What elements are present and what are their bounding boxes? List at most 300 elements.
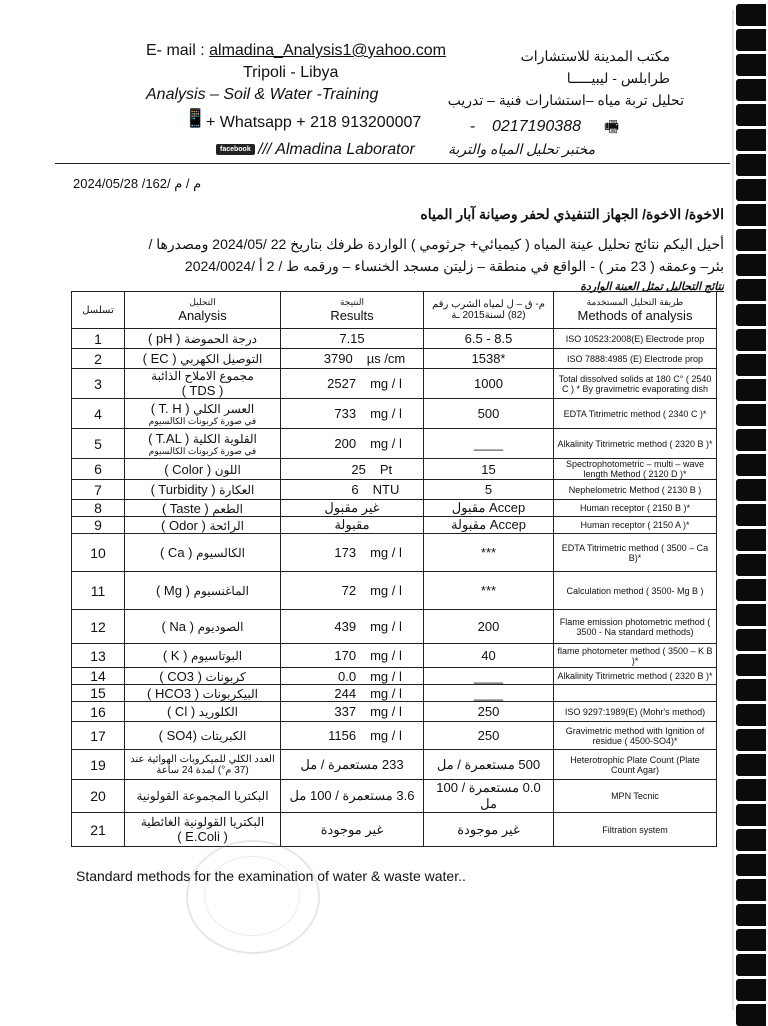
result-value: 173	[334, 545, 357, 560]
result-cell	[281, 429, 424, 459]
standard-value: 40	[481, 648, 496, 663]
header-analysis: التحليل Analysis	[125, 292, 281, 329]
result-unit: mg / l	[370, 728, 402, 743]
salutation: الاخوة/ الاخوة/ الجهاز التنفيذي لحفر وصيانة آبار المياه	[420, 206, 724, 222]
method-text: flame photometer method ( 3500 – K B )*	[557, 645, 713, 666]
analysis-cell	[125, 685, 281, 702]
method-cell	[554, 813, 717, 847]
analysis-line	[128, 545, 277, 560]
table-row	[72, 329, 717, 349]
binding-ring	[736, 929, 766, 951]
analysis-name-en: ( TDS )	[181, 383, 224, 398]
binding-ring	[736, 804, 766, 826]
analysis-name-en: ( K )	[162, 648, 188, 663]
analysis-name-en: ( Cl )	[166, 704, 196, 719]
method-cell	[554, 644, 717, 668]
table-row	[72, 369, 717, 399]
analysis-name-en: ( Mg )	[155, 583, 190, 598]
analysis-cell	[125, 399, 281, 429]
result-cell	[281, 572, 424, 610]
analysis-cell	[125, 369, 281, 399]
result-value: 7.15	[339, 331, 365, 346]
standard-cell	[424, 610, 554, 644]
method-cell	[554, 329, 717, 349]
row-number: 11	[72, 572, 125, 610]
analysis-name-ar: العكارة	[219, 483, 255, 497]
row-number: 21	[72, 813, 125, 847]
analysis-name-en: ( HCO3 )	[147, 685, 200, 701]
standard-cell	[424, 399, 554, 429]
results-caption: نتائج التحاليل تمثل العينة الواردة	[580, 281, 724, 293]
analysis-line	[128, 669, 277, 684]
standard-cell	[424, 517, 554, 534]
result-value: 0.0	[338, 668, 357, 684]
standard-value: 8.5 - 6.5	[464, 331, 513, 346]
analysis-line	[128, 462, 277, 477]
row-number: 4	[72, 399, 125, 429]
standard-value: 500 مستعمرة / مل	[436, 756, 541, 772]
analysis-name-ar: العسر الكلي	[193, 401, 255, 416]
analysis-name-en: ( SO4)	[158, 728, 197, 743]
method-cell	[554, 517, 717, 534]
method-cell	[554, 500, 717, 517]
analysis-name-en: ( Ca )	[159, 545, 193, 560]
analysis-cell	[125, 722, 281, 750]
method-text: MPN Tecnic	[611, 791, 659, 801]
city-line: Tripoli - Libya	[243, 64, 339, 81]
table-header-row	[72, 292, 717, 329]
result-cell	[281, 685, 424, 702]
analysis-name-ar: البكتريا المجموعة القولونية	[136, 789, 269, 803]
analysis-name-ar: كربونات	[205, 669, 246, 684]
table-row	[72, 750, 717, 780]
binding-ring	[736, 54, 766, 76]
row-number: 14	[72, 668, 125, 685]
table-row	[72, 813, 717, 847]
header-serial: تسلسل	[72, 292, 125, 329]
method-text: ISO 10523:2008(E) Electrode prop	[565, 333, 705, 344]
result-cell	[281, 349, 424, 369]
binding-ring	[736, 754, 766, 776]
result-value: 3790	[323, 351, 353, 366]
analysis-name-en: ( T.AL )	[148, 430, 190, 446]
standard-value: غير موجودة	[457, 821, 520, 837]
method-text: Flame emission photometric method ( 3500 - Na standard methods)	[559, 616, 711, 637]
whatsapp-label: + Whatsapp	[206, 114, 292, 131]
result-cell	[281, 500, 424, 517]
header-results: النتيجة Results	[281, 292, 424, 329]
method-text: EDTA Titrimetric method ( 2340 C )*	[563, 408, 707, 419]
method-cell	[554, 702, 717, 722]
result-unit: mg / l	[370, 685, 402, 701]
table-row	[72, 722, 717, 750]
row-number: 6	[72, 459, 125, 480]
analysis-name-ar: البكتريا القولونية الغائطية	[140, 815, 265, 829]
standard-value: ____	[474, 668, 503, 684]
analysis-cell	[125, 610, 281, 644]
standard-value: 0.0 مستعمرة / 100 مل	[436, 780, 541, 811]
spiral-binding	[732, 0, 768, 1024]
result-value: 2527	[327, 376, 357, 391]
analysis-name-en: ( E.Coli )	[177, 829, 228, 844]
row-number: 12	[72, 610, 125, 644]
analysis-line	[128, 728, 277, 743]
method-cell	[554, 459, 717, 480]
binding-ring	[736, 254, 766, 276]
standard-cell	[424, 369, 554, 399]
standard-cell	[424, 702, 554, 722]
header-method: طريقة التحليل المستخدمة Methods of analysis	[554, 292, 717, 329]
method-text: Human receptor ( 2150 B )*	[579, 503, 691, 513]
table-row	[72, 429, 717, 459]
method-cell	[554, 429, 717, 459]
analysis-line	[128, 648, 277, 663]
analysis-cell	[125, 429, 281, 459]
binding-ring	[736, 954, 766, 976]
binding-ring	[736, 979, 766, 1001]
analysis-name-ar: التوصيل الكهربي	[180, 352, 263, 366]
analysis-name-en: ( pH )	[148, 331, 181, 346]
method-text: EDTA Titrimetric method ( 3500 – Ca B)*	[561, 542, 709, 563]
analysis-cell	[125, 534, 281, 572]
whatsapp-number: + 218 913200007	[296, 114, 422, 131]
binding-ring	[736, 104, 766, 126]
result-value: 1156	[328, 728, 357, 743]
row-number: 1	[72, 329, 125, 349]
binding-ring	[736, 579, 766, 601]
analysis-line	[128, 619, 277, 634]
result-unit: mg / l	[370, 436, 402, 451]
method-text: Total dissolved solids at 180 C° ( 2540 C ) * By gravimetric evaporating dish	[558, 373, 712, 394]
row-number: 7	[72, 480, 125, 500]
standard-value: 15	[481, 461, 496, 477]
method-text: Gravimetric method with Ignition of residue ( 4500-SO4)*	[565, 725, 705, 746]
row-number: 15	[72, 685, 125, 702]
result-value: غير مقبول	[324, 500, 380, 515]
method-cell	[554, 399, 717, 429]
method-cell	[554, 349, 717, 369]
analysis-cell	[125, 668, 281, 685]
result-unit: mg / l	[370, 545, 402, 560]
method-cell	[554, 572, 717, 610]
standard-cell	[424, 813, 554, 847]
analysis-name-ar: الماغنسيوم	[193, 584, 249, 598]
result-value: 25	[351, 461, 366, 477]
header-divider	[55, 163, 730, 164]
analysis-name-ar: الكالسيوم	[196, 546, 245, 560]
analysis-name-en: ( Taste )	[162, 500, 209, 516]
landline-number: 0217190388	[492, 118, 581, 135]
analysis-name-en: ( EC )	[142, 351, 177, 366]
table-row	[72, 517, 717, 534]
standard-cell	[424, 459, 554, 480]
standard-value: 200	[477, 619, 500, 634]
binding-ring	[736, 404, 766, 426]
result-value: 170	[334, 648, 357, 663]
analysis-name-en: ( CO3 )	[159, 668, 202, 684]
city-ar: طرابلس - ليبيـــــا	[566, 70, 670, 86]
method-text: Human receptor ( 2150 A )*	[580, 520, 690, 530]
standard-value: ____	[474, 685, 503, 701]
table-row	[72, 399, 717, 429]
binding-ring	[736, 504, 766, 526]
lab-name-ar: مختبر تحليل المياه والتربة	[448, 141, 596, 157]
standard-cell	[424, 780, 554, 813]
result-unit: mg / l	[370, 668, 402, 684]
binding-ring	[736, 529, 766, 551]
method-text: Alkalinity Titrimetric method ( 2320 B )*	[557, 671, 713, 681]
analysis-cell	[125, 572, 281, 610]
analysis-line	[128, 369, 277, 398]
result-cell	[281, 459, 424, 480]
binding-ring	[736, 904, 766, 926]
analysis-note: في صورة كربونات الكالسيوم	[148, 445, 257, 456]
result-cell	[281, 750, 424, 780]
services-ar: تحليل تربة مياه –استشارات فنية – تدريب	[447, 92, 684, 108]
standard-cell	[424, 329, 554, 349]
result-cell	[281, 610, 424, 644]
header-standard: م- ق – ل لمياه الشرب رقم (82) لسنة2015 ـة	[424, 292, 554, 329]
result-cell	[281, 534, 424, 572]
analysis-line	[128, 401, 277, 416]
row-number: 10	[72, 534, 125, 572]
analysis-name-ar: البيكربونات	[202, 686, 258, 701]
analysis-name-en: ( Turbidity )	[150, 482, 216, 497]
facebook-icon: facebook	[216, 138, 255, 156]
result-cell	[281, 813, 424, 847]
result-value: 244	[334, 685, 357, 701]
standard-cell	[424, 685, 554, 702]
result-cell	[281, 369, 424, 399]
result-value: 733	[334, 406, 357, 421]
analysis-cell	[125, 780, 281, 813]
email-label: E- mail :	[146, 42, 205, 59]
analysis-cell	[125, 702, 281, 722]
binding-ring	[736, 479, 766, 501]
row-number: 8	[72, 500, 125, 517]
row-number: 3	[72, 369, 125, 399]
result-unit: mg / l	[370, 406, 402, 421]
analysis-name-ar: الكلوريد	[198, 705, 239, 719]
analysis-name-ar: درجة الحموضة	[184, 332, 257, 346]
standard-cell	[424, 480, 554, 500]
standard-value: 500	[477, 406, 500, 421]
standard-cell	[424, 750, 554, 780]
method-text: Alkalinity Titrimetric method ( 2320 B )*	[557, 438, 713, 449]
binding-ring	[736, 154, 766, 176]
standard-value: 250	[477, 704, 500, 719]
standard-value: 5	[484, 482, 493, 497]
standard-value: *1538	[471, 351, 506, 366]
method-cell	[554, 668, 717, 685]
method-cell	[554, 369, 717, 399]
binding-ring	[736, 454, 766, 476]
table-row	[72, 668, 717, 685]
standard-cell	[424, 349, 554, 369]
method-text: Filtration system	[602, 824, 668, 835]
phone-icon: 📱	[184, 108, 207, 128]
analysis-name-en: ( Color )	[164, 461, 212, 477]
row-number: 20	[72, 780, 125, 813]
result-unit: Pt	[379, 461, 393, 477]
analysis-line	[128, 518, 277, 533]
result-value: 6	[351, 482, 359, 497]
standard-cell	[424, 668, 554, 685]
binding-ring	[736, 329, 766, 351]
table-row	[72, 780, 717, 813]
row-number: 17	[72, 722, 125, 750]
result-cell	[281, 668, 424, 685]
analysis-line	[128, 583, 277, 598]
row-number: 13	[72, 644, 125, 668]
table-row	[72, 610, 717, 644]
row-number: 2	[72, 349, 125, 369]
analysis-name-ar: الرائحة	[209, 518, 244, 533]
services-en: Analysis – Soil & Water -Training	[146, 86, 379, 103]
binding-ring	[736, 854, 766, 876]
office-name-ar: مكتب المدينة للاستشارات	[520, 48, 670, 64]
table-row	[72, 349, 717, 369]
paper-edge	[732, 10, 734, 1010]
standard-value: 250	[477, 728, 500, 743]
result-unit: mg / l	[370, 619, 402, 634]
binding-ring	[736, 179, 766, 201]
result-value: 337	[334, 704, 357, 719]
standard-cell	[424, 429, 554, 459]
method-cell	[554, 534, 717, 572]
result-cell	[281, 517, 424, 534]
result-unit: mg / l	[370, 704, 402, 719]
standard-cell	[424, 500, 554, 517]
table-row	[72, 572, 717, 610]
standard-value: Accep مقبولة	[451, 517, 526, 532]
method-cell	[554, 480, 717, 500]
method-text: ISO 9297:1989(E) (Mohr's method)	[564, 706, 706, 717]
result-cell	[281, 702, 424, 722]
email-line	[146, 42, 446, 60]
analysis-cell	[125, 517, 281, 534]
result-cell	[281, 644, 424, 668]
analysis-name-ar: مجموع الاملاح الذائبة	[151, 369, 254, 383]
standard-cell	[424, 534, 554, 572]
analysis-line	[128, 351, 277, 366]
result-cell	[281, 722, 424, 750]
result-unit: mg / l	[370, 376, 402, 391]
binding-ring	[736, 704, 766, 726]
result-value: 72	[341, 583, 357, 598]
whatsapp-line	[206, 114, 421, 132]
table-row	[72, 685, 717, 702]
binding-ring	[736, 629, 766, 651]
footer-note: Standard methods for the examination of water & waste water..	[76, 868, 466, 884]
row-number: 19	[72, 750, 125, 780]
result-unit: mg / l	[370, 648, 402, 663]
analysis-name-en: ( T. H )	[150, 400, 190, 416]
analysis-line	[128, 431, 277, 446]
table-row	[72, 500, 717, 517]
analysis-line	[128, 331, 277, 346]
analysis-cell	[125, 750, 281, 780]
analysis-cell	[125, 459, 281, 480]
analysis-line	[128, 482, 277, 497]
result-cell	[281, 480, 424, 500]
result-unit: NTU	[372, 482, 400, 497]
analysis-name-ar: العدد الكلي للميكروبات الهوائية عند (37 م°) لمدة 24 ساعة	[130, 753, 275, 776]
binding-ring	[736, 1004, 766, 1026]
analysis-cell	[125, 500, 281, 517]
method-cell	[554, 750, 717, 780]
method-text: Spectrophotometric – multi – wave length Method ( 2120 D )*	[565, 459, 705, 479]
analysis-note: في صورة كربونات الكالسيوم	[148, 415, 257, 426]
result-value: غير موجودة	[320, 821, 384, 837]
binding-ring	[736, 879, 766, 901]
table-row	[72, 644, 717, 668]
result-value: 3.6 مستعمرة / 100 مل	[289, 788, 415, 803]
analysis-cell	[125, 644, 281, 668]
separator-dash: -	[470, 118, 476, 135]
analysis-cell	[125, 349, 281, 369]
analysis-cell	[125, 480, 281, 500]
standard-cell	[424, 572, 554, 610]
body-line-2: بئر– وعمقه ( 23 متر ) - الواقع في منطقة – زليتن مسجد الخنساء – ورقمه ط / 2 أ /2024/0024	[184, 258, 724, 274]
table-row	[72, 702, 717, 722]
binding-ring	[736, 679, 766, 701]
analysis-line	[128, 501, 277, 516]
standard-value: Accep مقبول	[451, 500, 526, 515]
binding-ring	[736, 129, 766, 151]
lab-name-en: /// Almadina Laborator	[258, 141, 415, 158]
result-cell	[281, 329, 424, 349]
analysis-name-ar: الكبريتات	[200, 729, 247, 743]
result-value: 200	[334, 436, 357, 451]
email-address: almadina_Analysis1@yahoo.com	[209, 42, 446, 59]
result-cell	[281, 780, 424, 813]
binding-ring	[736, 279, 766, 301]
row-number: 16	[72, 702, 125, 722]
binding-ring	[736, 379, 766, 401]
result-value: 439	[334, 619, 357, 634]
results-table	[71, 291, 717, 847]
binding-ring	[736, 654, 766, 676]
body-line-1: أحيل اليكم نتائج تحليل عينة المياه ( كيميائي+ جرثومي ) الواردة طرفك بتاريخ 22 /2024/05 ومصدرها /	[148, 236, 724, 252]
row-number: 5	[72, 429, 125, 459]
standard-value: ____	[474, 436, 503, 451]
binding-ring	[736, 79, 766, 101]
standard-cell	[424, 722, 554, 750]
binding-ring	[736, 29, 766, 51]
binding-ring	[736, 204, 766, 226]
standard-value: 1000	[474, 376, 503, 391]
binding-ring	[736, 354, 766, 376]
binding-ring	[736, 429, 766, 451]
analysis-name-ar: اللون	[214, 462, 241, 477]
binding-ring	[736, 229, 766, 251]
binding-ring	[736, 604, 766, 626]
analysis-cell	[125, 329, 281, 349]
analysis-line	[128, 686, 277, 701]
result-unit: mg / l	[370, 583, 402, 598]
analysis-name-en: ( Odor )	[161, 517, 206, 533]
method-text: Heterotrophic Plate Count (Plate Count Agar)	[570, 754, 700, 775]
table-row	[72, 459, 717, 480]
table-row	[72, 534, 717, 572]
method-text: ISO 7888:4985 (E) Electrode prop	[566, 353, 704, 364]
table-row	[72, 480, 717, 500]
result-value: مقبولة	[334, 517, 370, 532]
row-number: 9	[72, 517, 125, 534]
method-text: Calculation method ( 3500- Mg B )	[566, 585, 704, 596]
method-cell	[554, 685, 717, 702]
